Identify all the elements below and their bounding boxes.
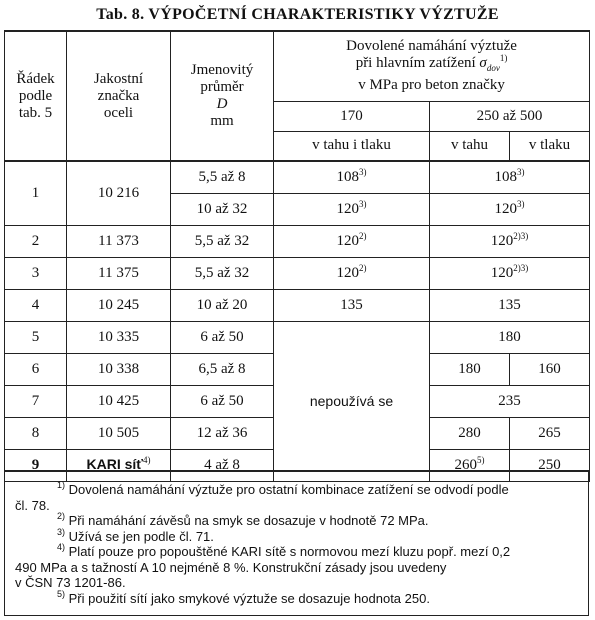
row-8-num: 8 [5,417,67,449]
footnote-4-cont-b: v ČSN 73 1201-86. [15,575,126,590]
header-diameter: Jmenovitý průměr D mm [171,31,274,161]
row-1-diameter-a: 5,5 až 8 [171,161,274,193]
row-2-stress-250: $120^{2)3)}$ [430,225,590,257]
footnote-1: $^{1)}$ Dovolená namáhání výztuže pro ostatní kombinace zatížení se odvodí podle [57,480,509,497]
row-2-stress-170: 120$^{2)}$ [274,225,430,257]
row-3-diameter: 5,5 až 32 [171,257,274,289]
row-3-stress-170: 120$^{2)}$ [274,257,430,289]
row-2-grade: 11 373 [67,225,171,257]
header-row-ref: Řádek podle tab. 5 [5,31,67,161]
row-6-diameter: 6,5 až 8 [171,353,274,385]
footnote-2: $^{2)}$ Při namáhání závěsů na smyk se dosazuje v hodnotě 72 MPa. [57,511,429,528]
row-1-num: 1 [5,161,67,225]
footnote-5: $^{5)}$ Při použití sítí jako smykové výztuže se dosazuje hodnota 250. [57,588,430,606]
row-6-grade: 10 338 [67,353,171,385]
header-concrete-250-500: 250 až 500 [430,101,590,131]
row-2-diameter: 5,5 až 32 [171,225,274,257]
row-6-num: 6 [5,353,67,385]
row-1-stress-170-a: 108$^{3)}$ [274,161,430,193]
row-9-diameter: 4 až 8 [171,449,274,481]
row-8-grade: 10 505 [67,417,171,449]
row-1-stress-250-b: 120$^{3)}$ [430,193,590,225]
row-7-grade: 10 425 [67,385,171,417]
row-1-grade: 10 216 [67,161,171,225]
header-tension: v tahu [430,131,510,161]
header-steel-grade: Jakostní značka oceli [67,31,171,161]
row-7-diameter: 6 až 50 [171,385,274,417]
footnotes [4,470,589,616]
header-compression: v tlaku [510,131,590,161]
row-9-grade: KARI síť$^{4)}$ [67,449,171,481]
table-title: Tab. 8. VÝPOČETNÍ CHARAKTERISTIKY VÝZTUŽE [96,6,499,23]
row-4-num: 4 [5,289,67,321]
row-7-num: 7 [5,385,67,417]
row-3-stress-250: $120^{2)3)}$ [430,257,590,289]
reinforcement-table [4,30,590,482]
row-8-stress-compression: 265 [510,417,590,449]
row-6-stress-compression: 160 [510,353,590,385]
row-3-grade: 11 375 [67,257,171,289]
row-7-stress-250: 235 [430,385,590,417]
row-5-stress-250: 180 [430,321,590,353]
header-allowed-stress: Dovolené namáhání výztuže při hlavním zatížení $\sigma_{dov}^{1)}$ v MPa pro beton značky [274,31,590,101]
footnote-1-cont: čl. 78. [15,497,50,513]
header-concrete-170: 170 [274,101,430,131]
row-3-num: 3 [5,257,67,289]
footnote-4-cont-a: 490 MPa a s tažností A 10 nejméně 8 %. Konstrukční zásady jsou uvedeny [15,559,447,575]
row-5-grade: 10 335 [67,321,171,353]
row-9-num: 9 [5,449,67,481]
row-1-stress-170-b: 120$^{3)}$ [274,193,430,225]
row-4-grade: 10 245 [67,289,171,321]
row-1-diameter-b: 10 až 32 [171,193,274,225]
row-8-stress-tension: 280 [430,417,510,449]
footnote-3: $^{3)}$ Užívá se jen podle čl. 71. [57,526,214,544]
row-2-num: 2 [5,225,67,257]
row-5-diameter: 6 až 50 [171,321,274,353]
header-tension-compression: v tahu i tlaku [274,131,430,161]
row-4-diameter: 10 až 20 [171,289,274,321]
row-9-stress-tension: 260$^{5)}$ [430,449,510,481]
row-5-num: 5 [5,321,67,353]
row-1-stress-250-a: 108$^{3)}$ [430,161,590,193]
row-9-stress-compression: 250 [510,449,590,481]
row-6-stress-tension: 180 [430,353,510,385]
footnote-4: $^{4)}$ Platí pouze pro popouštěné KARI sítě s normovou mezí kluzu popř. mezí 0,2 [57,542,511,559]
row-4-stress-250: 135 [430,289,590,321]
row-4-stress-170: 135 [274,289,430,321]
row-8-diameter: 12 až 36 [171,417,274,449]
not-used-cell: nepoužívá se [274,321,430,481]
